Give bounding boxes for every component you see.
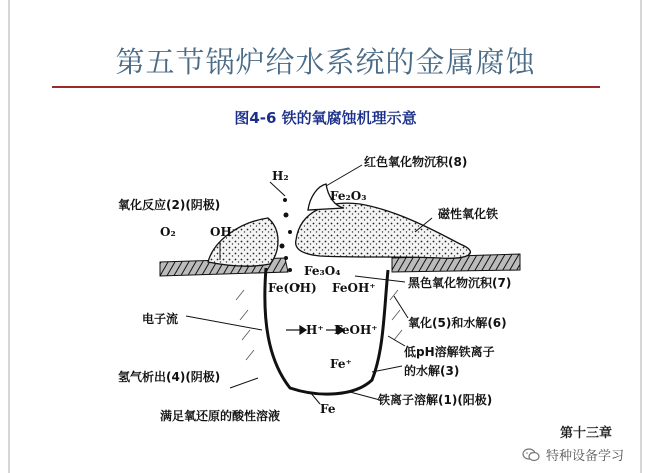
chapter-footer: 第十三章 <box>560 426 613 441</box>
label-h2: H₂ <box>272 169 289 183</box>
label-oxidation-reaction: 氧化反应(2)(阴极) <box>118 198 221 212</box>
label-magnetic-iron-oxide: 磁性氧化铁 <box>438 207 499 221</box>
label-fe: Fe <box>320 402 336 416</box>
label-low-ph-line2: 的水解(3) <box>404 364 460 378</box>
label-iron-dissolution: 铁离子溶解(1)(阳极) <box>378 393 493 407</box>
watermark-text: 特种设备学习 <box>546 449 625 464</box>
label-red-oxide: 红色氧化物沉积(8) <box>364 155 468 169</box>
label-feoh-right: FeOH⁺ <box>332 281 376 295</box>
label-oh-minus: OH⁻ <box>210 225 239 239</box>
label-fe3o4: Fe₃O₄ <box>304 264 341 278</box>
label-oxidation-hydrolysis: 氧化(5)和水解(6) <box>408 316 507 330</box>
label-feoh-left: Fe(OH) <box>268 281 317 295</box>
label-fe2o3: Fe₂O₃ <box>330 189 367 203</box>
slide-title: 第五节锅炉给水系统的金属腐蚀 <box>115 45 536 79</box>
label-acidic-solution: 满足氧还原的酸性溶液 <box>160 409 281 423</box>
label-fe-plus: Fe⁺ <box>330 357 352 371</box>
watermark <box>522 445 624 464</box>
label-feoh-lower: FeOH⁺ <box>334 323 378 337</box>
label-electron-flow: 电子流 <box>142 312 179 326</box>
label-hydrogen-evolution: 氢气析出(4)(阴极) <box>118 370 221 384</box>
label-black-oxide: 黑色氧化物沉积(7) <box>408 276 512 290</box>
label-low-ph-line1: 低pH溶解铁离子 <box>404 345 495 359</box>
figure-caption: 图4-6 铁的氧腐蚀机理示意 <box>234 109 417 127</box>
label-o2: O₂ <box>160 225 176 239</box>
wechat-icon <box>522 448 540 462</box>
label-h-plus: H⁺ <box>306 323 324 337</box>
